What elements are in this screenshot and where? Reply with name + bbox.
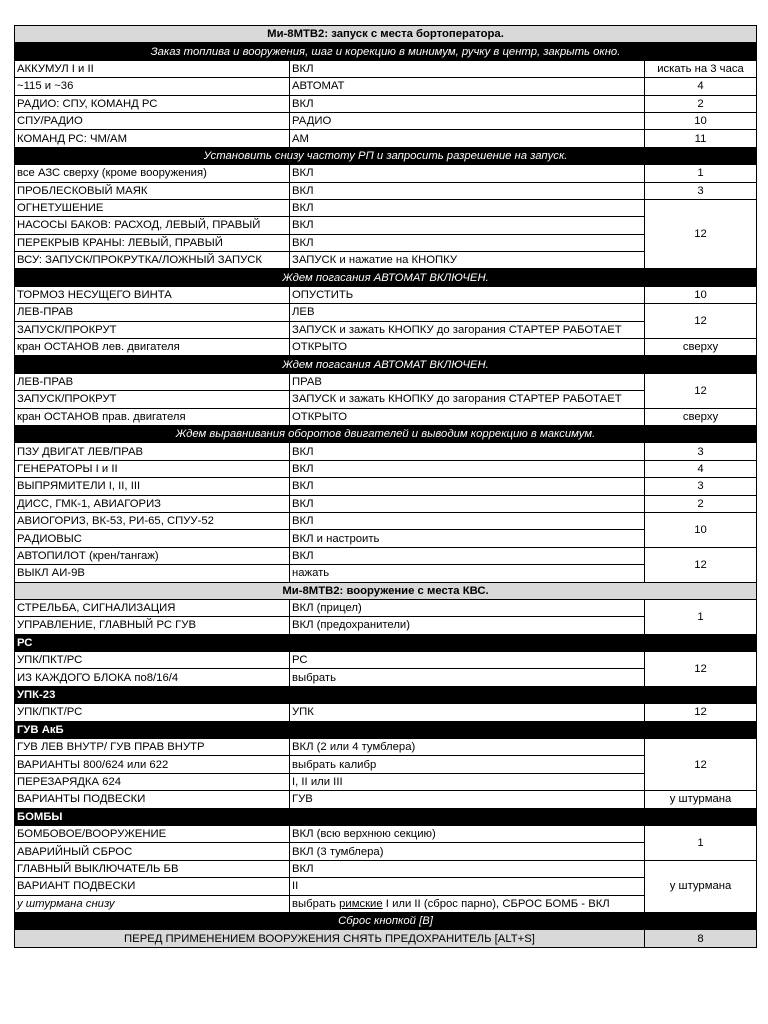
table-row xyxy=(15,408,757,425)
control-action: ЛЕВ xyxy=(290,304,645,321)
control-name: кран ОСТАНОВ прав. двигателя xyxy=(15,408,290,425)
control-note: 12 xyxy=(645,739,757,791)
control-action: ВКЛ xyxy=(290,443,645,460)
table-row xyxy=(15,547,757,564)
control-name: КОМАНД РС: ЧМ/АМ xyxy=(15,130,290,147)
control-name: УПК/ПКТ/РС xyxy=(15,704,290,721)
table-row xyxy=(15,165,757,182)
control-name: ВСУ: ЗАПУСК/ПРОКРУТКА/ЛОЖНЫЙ ЗАПУСК xyxy=(15,252,290,269)
control-name: у штурмана снизу xyxy=(15,895,290,912)
control-action: ВКЛ и настроить xyxy=(290,530,645,547)
control-action: ВКЛ (всю верхнюю секцию) xyxy=(290,825,645,842)
control-name: ПЗУ ДВИГАТ ЛЕВ/ПРАВ xyxy=(15,443,290,460)
section-header: Ми-8МТВ2: вооружение с места КВС. xyxy=(15,582,757,599)
group-header-row xyxy=(15,686,757,703)
control-name: ЗАПУСК/ПРОКРУТ xyxy=(15,321,290,338)
control-note: 12 xyxy=(645,304,757,339)
control-note: 12 xyxy=(645,547,757,582)
control-note: 10 xyxy=(645,512,757,547)
control-action: выбрать xyxy=(290,669,645,686)
control-action: II xyxy=(290,878,645,895)
control-name: СТРЕЛЬБА, СИГНАЛИЗАЦИЯ xyxy=(15,599,290,616)
control-action: ВКЛ (3 тумблера) xyxy=(290,843,645,860)
control-name: АККУМУЛ I и II xyxy=(15,60,290,77)
control-action: ЗАПУСК и зажать КНОПКУ до загорания СТАРТЕР РАБОТАЕТ xyxy=(290,391,645,408)
control-note: 12 xyxy=(645,652,757,687)
control-note: 11 xyxy=(645,130,757,147)
control-note: 12 xyxy=(645,373,757,408)
instruction-text: Ждем погасания АВТОМАТ ВКЛЮЧЕН. xyxy=(15,269,757,286)
control-note: 4 xyxy=(645,460,757,477)
control-name: ТОРМОЗ НЕСУЩЕГО ВИНТА xyxy=(15,286,290,303)
control-action: ВКЛ xyxy=(290,860,645,877)
control-note: искать на 3 часа xyxy=(645,60,757,77)
control-name: ВАРИАНТЫ ПОДВЕСКИ xyxy=(15,791,290,808)
control-note: 3 xyxy=(645,443,757,460)
control-name: ВАРИАНТ ПОДВЕСКИ xyxy=(15,878,290,895)
instruction-text: Ждем выравнивания оборотов двигателей и выводим коррекцию в максимум. xyxy=(15,425,757,442)
table-row xyxy=(15,495,757,512)
table-row xyxy=(15,443,757,460)
instruction-text: Сброс кнопкой [B] xyxy=(15,912,757,929)
control-name: ЗАПУСК/ПРОКРУТ xyxy=(15,391,290,408)
section-header-row xyxy=(15,582,757,599)
section-header: Ми-8МТВ2: запуск с места бортоператора. xyxy=(15,26,757,43)
control-action: ВКЛ xyxy=(290,199,645,216)
control-action: ВКЛ xyxy=(290,547,645,564)
control-action: ОПУСТИТЬ xyxy=(290,286,645,303)
control-action: РС xyxy=(290,652,645,669)
section-header-row xyxy=(15,26,757,43)
control-name: СПУ/РАДИО xyxy=(15,112,290,129)
summary-text: ПЕРЕД ПРИМЕНЕНИЕМ ВООРУЖЕНИЯ СНЯТЬ ПРЕДОХРАНИТЕЛЬ [ALT+S] xyxy=(15,930,645,947)
underlined-text: римские xyxy=(339,897,383,910)
table-row xyxy=(15,339,757,356)
control-name: ПРОБЛЕСКОВЫЙ МАЯК xyxy=(15,182,290,199)
control-action: ВКЛ xyxy=(290,460,645,477)
table-row xyxy=(15,704,757,721)
instruction-text: Заказ топлива и вооружения, шаг и корекцию в минимум, ручку в центр, закрыть окно. xyxy=(15,43,757,60)
control-name: ПЕРЕКРЫВ КРАНЫ: ЛЕВЫЙ, ПРАВЫЙ xyxy=(15,234,290,251)
control-action: АМ xyxy=(290,130,645,147)
table-row xyxy=(15,599,757,616)
table-row xyxy=(15,130,757,147)
control-action: ВКЛ xyxy=(290,95,645,112)
control-note: 1 xyxy=(645,825,757,860)
table-row xyxy=(15,460,757,477)
control-action: ВКЛ xyxy=(290,217,645,234)
control-note: 12 xyxy=(645,199,757,269)
table-row xyxy=(15,652,757,669)
control-action: ГУВ xyxy=(290,791,645,808)
instruction-row xyxy=(15,269,757,286)
control-name: УПК/ПКТ/РС xyxy=(15,652,290,669)
control-action: нажать xyxy=(290,565,645,582)
summary-note: 8 xyxy=(645,930,757,947)
control-action: ПРАВ xyxy=(290,373,645,390)
table-row xyxy=(15,825,757,842)
instruction-row xyxy=(15,147,757,164)
control-action: ВКЛ (2 или 4 тумблера) xyxy=(290,739,645,756)
checklist-table xyxy=(14,25,757,948)
summary-row xyxy=(15,930,757,947)
control-name: БОМБОВОЕ/ВООРУЖЕНИЕ xyxy=(15,825,290,842)
control-name: ГУВ ЛЕВ ВНУТР/ ГУВ ПРАВ ВНУТР xyxy=(15,739,290,756)
control-action: ОТКРЫТО xyxy=(290,408,645,425)
control-note: у штурмана xyxy=(645,860,757,912)
control-name: ЛЕВ-ПРАВ xyxy=(15,304,290,321)
control-name: ~115 и ~36 xyxy=(15,78,290,95)
instruction-text: Ждем погасания АВТОМАТ ВКЛЮЧЕН. xyxy=(15,356,757,373)
control-note: сверху xyxy=(645,339,757,356)
action-text: выбрать xyxy=(292,897,340,910)
control-name: ГЛАВНЫЙ ВЫКЛЮЧАТЕЛЬ БВ xyxy=(15,860,290,877)
table-row xyxy=(15,478,757,495)
control-name: НАСОСЫ БАКОВ: РАСХОД, ЛЕВЫЙ, ПРАВЫЙ xyxy=(15,217,290,234)
control-action: выбрать калибр xyxy=(290,756,645,773)
group-header: УПК-23 xyxy=(15,686,757,703)
group-header: БОМБЫ xyxy=(15,808,757,825)
table-row xyxy=(15,112,757,129)
control-name: кран ОСТАНОВ лев. двигателя xyxy=(15,339,290,356)
control-note: у штурмана xyxy=(645,791,757,808)
table-row xyxy=(15,304,757,321)
control-name: ВАРИАНТЫ 800/624 или 622 xyxy=(15,756,290,773)
group-header: РС xyxy=(15,634,757,651)
instruction-row xyxy=(15,425,757,442)
instruction-text: Установить снизу частоту РП и запросить разрешение на запуск. xyxy=(15,147,757,164)
table-row xyxy=(15,739,757,756)
control-action: ОТКРЫТО xyxy=(290,339,645,356)
control-name: УПРАВЛЕНИЕ, ГЛАВНЫЙ РС ГУВ xyxy=(15,617,290,634)
control-action xyxy=(290,895,645,912)
control-action: ВКЛ xyxy=(290,165,645,182)
table-row xyxy=(15,95,757,112)
group-header-row xyxy=(15,634,757,651)
control-note: 10 xyxy=(645,112,757,129)
control-note: 1 xyxy=(645,165,757,182)
control-action: ВКЛ xyxy=(290,495,645,512)
control-note: 2 xyxy=(645,495,757,512)
control-action: ВКЛ xyxy=(290,60,645,77)
control-action: ВКЛ xyxy=(290,512,645,529)
control-action: ВКЛ xyxy=(290,478,645,495)
control-name: РАДИОВЫС xyxy=(15,530,290,547)
control-action: АВТОМАТ xyxy=(290,78,645,95)
control-name: ВЫКЛ АИ-9В xyxy=(15,565,290,582)
control-note: 4 xyxy=(645,78,757,95)
table-row xyxy=(15,286,757,303)
group-header: ГУВ АкБ xyxy=(15,721,757,738)
control-action: ЗАПУСК и нажатие на КНОПКУ xyxy=(290,252,645,269)
control-name: ИЗ КАЖДОГО БЛОКА по8/16/4 xyxy=(15,669,290,686)
control-action: ВКЛ (предохранители) xyxy=(290,617,645,634)
control-name: ОГНЕТУШЕНИЕ xyxy=(15,199,290,216)
control-name: ДИСС, ГМК-1, АВИАГОРИЗ xyxy=(15,495,290,512)
table-row xyxy=(15,78,757,95)
table-row xyxy=(15,373,757,390)
control-action: ЗАПУСК и зажать КНОПКУ до загорания СТАРТЕР РАБОТАЕТ xyxy=(290,321,645,338)
control-note: 10 xyxy=(645,286,757,303)
control-name: ВЫПРЯМИТЕЛИ I, II, III xyxy=(15,478,290,495)
table-row xyxy=(15,182,757,199)
control-name: ГЕНЕРАТОРЫ I и II xyxy=(15,460,290,477)
instruction-row xyxy=(15,356,757,373)
control-note: 1 xyxy=(645,599,757,634)
table-row xyxy=(15,199,757,216)
table-row xyxy=(15,791,757,808)
control-note: 2 xyxy=(645,95,757,112)
control-action: ВКЛ xyxy=(290,182,645,199)
instruction-row xyxy=(15,43,757,60)
control-note: сверху xyxy=(645,408,757,425)
control-name: РАДИО: СПУ, КОМАНД РС xyxy=(15,95,290,112)
control-name: все АЗС сверху (кроме вооружения) xyxy=(15,165,290,182)
control-action: ВКЛ xyxy=(290,234,645,251)
control-action: ВКЛ (прицел) xyxy=(290,599,645,616)
instruction-row xyxy=(15,912,757,929)
control-action: РАДИО xyxy=(290,112,645,129)
control-note: 3 xyxy=(645,478,757,495)
control-name: АВТОПИЛОТ (крен/тангаж) xyxy=(15,547,290,564)
control-name: АВИОГОРИЗ, ВК-53, РИ-65, СПУУ-52 xyxy=(15,512,290,529)
control-name: ЛЕВ-ПРАВ xyxy=(15,373,290,390)
table-row xyxy=(15,60,757,77)
action-text: I или II (сброс парно), СБРОС БОМБ - ВКЛ xyxy=(382,897,610,910)
control-action: I, II или III xyxy=(290,773,645,790)
control-note: 12 xyxy=(645,704,757,721)
control-note: 3 xyxy=(645,182,757,199)
table-row xyxy=(15,860,757,877)
control-name: АВАРИЙНЫЙ СБРОС xyxy=(15,843,290,860)
table-row xyxy=(15,512,757,529)
control-action: УПК xyxy=(290,704,645,721)
group-header-row xyxy=(15,721,757,738)
group-header-row xyxy=(15,808,757,825)
control-name: ПЕРЕЗАРЯДКА 624 xyxy=(15,773,290,790)
